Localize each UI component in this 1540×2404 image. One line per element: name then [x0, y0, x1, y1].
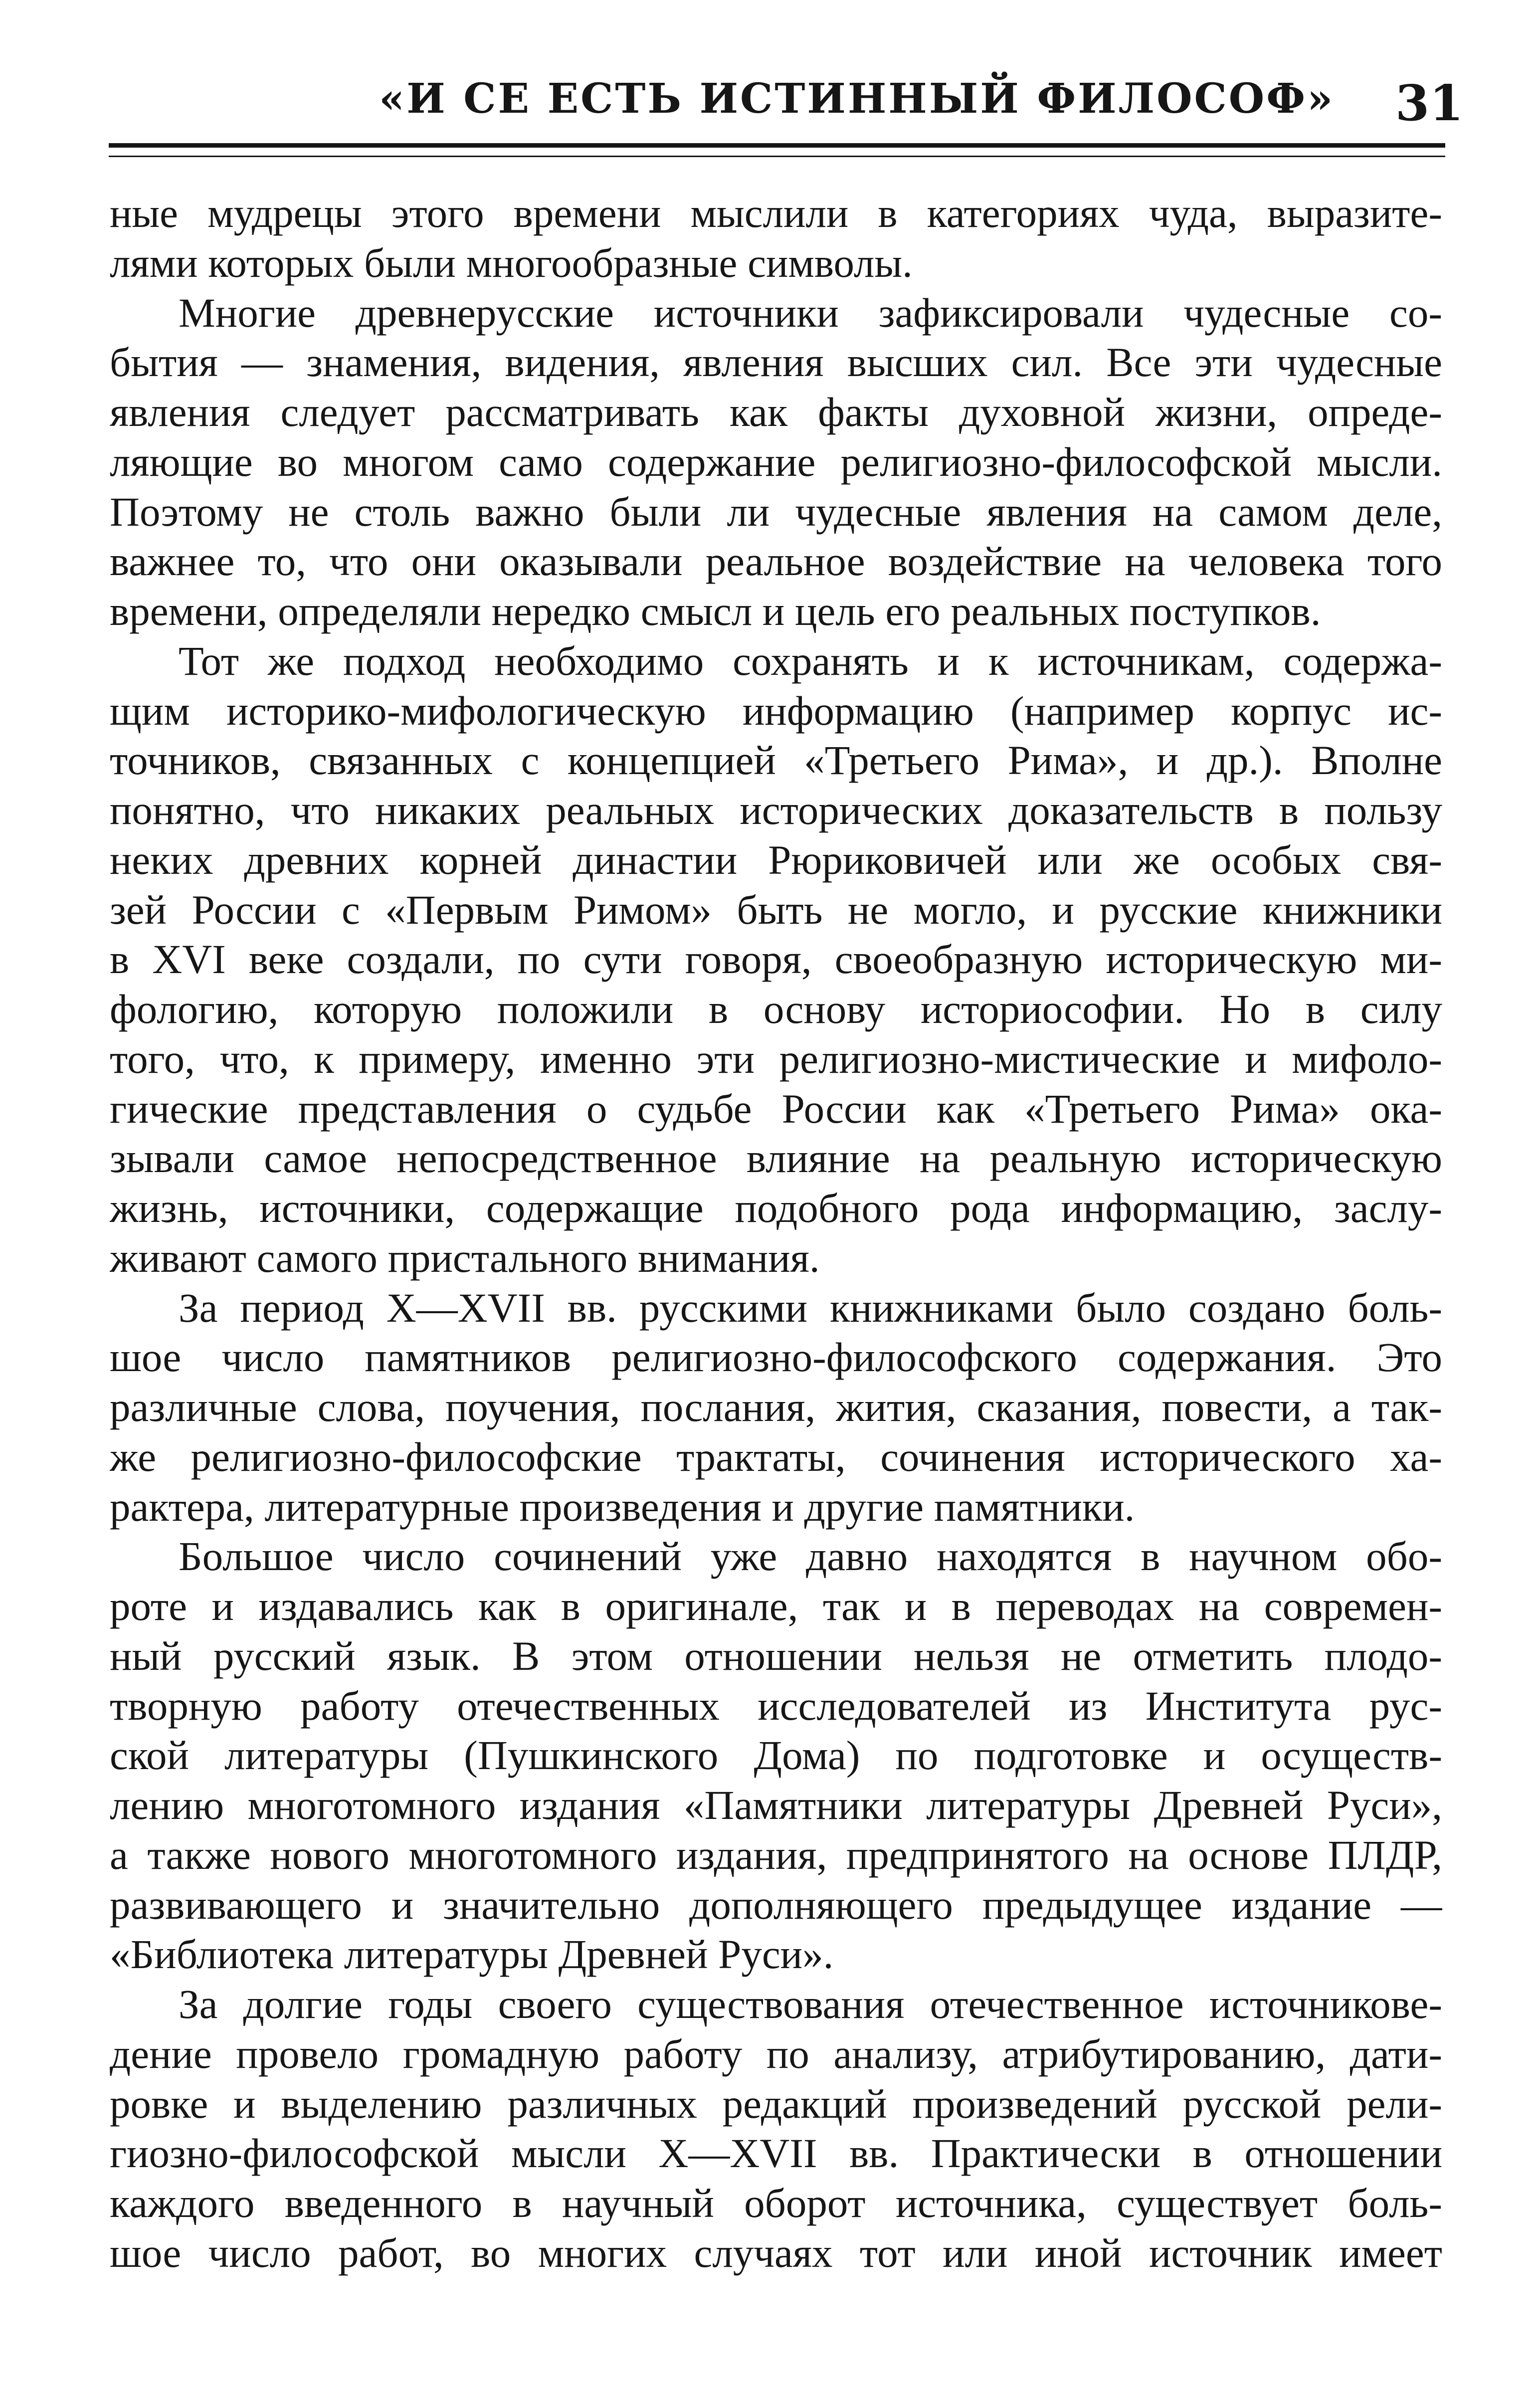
page-header	[0, 0, 1540, 165]
text-line: ный русский язык. В этом отношении нельзя не отметить плодо-	[110, 1632, 1442, 1679]
text-line: ные мудрецы этого времени мыслили в категориях чуда, выразите-	[110, 190, 1442, 236]
text-line: каждого введенного в научный оборот источника, существует боль-	[110, 2180, 1442, 2226]
text-line: ляющие во многом само содержание религиозно-философской мысли.	[110, 438, 1442, 485]
text-line: шое число работ, во многих случаях тот или иной источник имеет	[110, 2229, 1442, 2276]
text-line: того, что, к примеру, именно эти религиозно-мистические и мифоло-	[110, 1035, 1442, 1082]
text-line: фологию, которую положили в основу историософии. Но в силу	[110, 986, 1442, 1032]
text-line: зей России с «Первым Римом» быть не могло, и русские книжники	[110, 886, 1442, 933]
text-line: неких древних корней династии Рюриковичей или же особых свя-	[110, 836, 1442, 883]
text-line: Поэтому не столь важно были ли чудесные явления на самом деле,	[110, 488, 1442, 535]
text-line: шое число памятников религиозно-философского содержания. Это	[110, 1334, 1442, 1381]
text-line: в XVI веке создали, по сути говоря, своеобразную историческую ми-	[110, 936, 1442, 983]
text-line: дение провело громадную работу по анализу, атрибутированию, дати-	[110, 2030, 1442, 2077]
header-rule-thick	[109, 143, 1445, 148]
text-line: же религиозно-философские трактаты, сочинения исторического ха-	[110, 1433, 1442, 1480]
text-line: живают самого пристального внимания.	[110, 1234, 820, 1281]
text-line: ровке и выделению различных редакций произведений русской рели-	[110, 2080, 1442, 2127]
text-line: гиозно-философской мысли X—XVII вв. Практически в отношении	[110, 2130, 1442, 2177]
text-line: За долгие годы своего существования отечественное источникове-	[179, 1981, 1442, 2027]
page-number: 31	[1395, 75, 1464, 132]
text-line: «Библиотека литературы Древней Руси».	[110, 1931, 834, 1978]
running-title: «И СЕ ЕСТЬ ИСТИННЫЙ ФИЛОСОФ»	[379, 75, 1335, 123]
text-line: Многие древнерусские источники зафиксировали чудесные со-	[179, 289, 1442, 336]
text-line: развивающего и значительно дополняющего предыдущее издание —	[110, 1881, 1442, 1928]
text-line: За период X—XVII вв. русскими книжниками было создано боль-	[179, 1284, 1442, 1331]
text-line: а также нового многотомного издания, предпринятого на основе ПЛДР,	[110, 1831, 1442, 1878]
text-line: Большое число сочинений уже давно находятся в научном обо-	[179, 1533, 1442, 1580]
header-rule-thin	[109, 156, 1445, 157]
text-line: времени, определяли нередко смысл и цель его реальных поступков.	[110, 588, 1321, 634]
text-line: роте и издавались как в оригинале, так и в переводах на современ-	[110, 1583, 1442, 1629]
text-line: лями которых были многообразные символы.	[110, 239, 913, 286]
text-line: щим историко-мифологическую информацию (например корпус ис-	[110, 687, 1442, 734]
text-line: лению многотомного издания «Памятники литературы Древней Руси»,	[110, 1782, 1442, 1828]
text-line: Тот же подход необходимо сохранять и к источникам, содержа-	[179, 637, 1442, 684]
text-line: зывали самое непосредственное влияние на реальную историческую	[110, 1135, 1442, 1182]
text-line: важнее то, что они оказывали реальное воздействие на человека того	[110, 538, 1442, 585]
text-line: понятно, что никаких реальных исторических доказательств в пользу	[110, 787, 1442, 833]
text-line: жизнь, источники, содержащие подобного рода информацию, заслу-	[110, 1185, 1442, 1231]
body-text	[110, 189, 1442, 2278]
text-line: явления следует рассматривать как факты духовной жизни, опреде-	[110, 389, 1442, 435]
text-line: бытия — знамения, видения, явления высших сил. Все эти чудесные	[110, 339, 1442, 386]
text-line: гические представления о судьбе России как «Третьего Рима» ока-	[110, 1085, 1442, 1132]
text-line: различные слова, поучения, послания, жития, сказания, повести, а так-	[110, 1384, 1442, 1430]
text-line: творную работу отечественных исследователей из Института рус-	[110, 1682, 1442, 1729]
text-line: точников, связанных с концепцией «Третьего Рима», и др.). Вполне	[110, 737, 1442, 784]
text-line: ской литературы (Пушкинского Дома) по подготовке и осуществ-	[110, 1732, 1442, 1779]
text-line: рактера, литературные произведения и другие памятники.	[110, 1483, 1135, 1530]
